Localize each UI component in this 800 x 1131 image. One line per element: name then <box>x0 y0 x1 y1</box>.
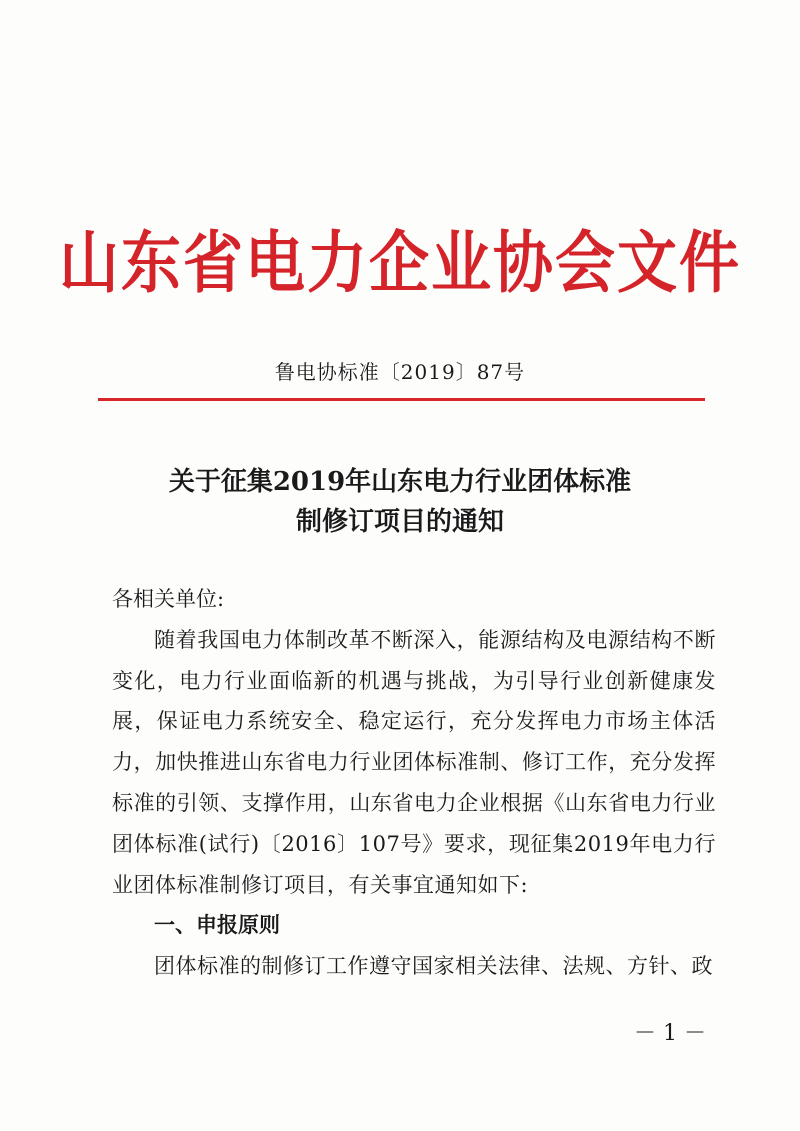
body-text <box>112 579 716 987</box>
notice-title-line-1: 关于征集2019年山东电力行业团体标准 <box>168 467 632 497</box>
paragraph-principles: 团体标准的制修订工作遵守国家相关法律、法规、方针、政 <box>154 954 713 979</box>
notice-title <box>0 462 800 542</box>
red-divider-line <box>98 398 705 401</box>
paragraph-intro: 随着我国电力体制改革不断深入，能源结构及电源结构不断变化，电力行业面临新的机遇与挑战，为引导行业创新健康发展，保证电力系统安全、稳定运行，充分发挥电力市场主体活力，加快推进山东省电力行业团体标准制、修订工作，充分发挥标准的引领、支撑作用，山东省电力企业根据《山东省电力行业团体标准(试行)〔2016〕107号》要求，现征集2019年电力行业团体标准制修订项目，有关事宜通知如下: <box>112 627 716 897</box>
salutation: 各相关单位: <box>112 587 225 611</box>
page-number: － 1 － <box>634 1021 706 1046</box>
notice-title-line-2: 制修订项目的通知 <box>295 507 504 537</box>
document-number: 鲁电协标准〔2019〕87号 <box>274 360 526 384</box>
section-heading-principles: 一、申报原则 <box>154 912 280 938</box>
letterhead-title: 山东省电力企业协会文件 <box>59 224 741 303</box>
